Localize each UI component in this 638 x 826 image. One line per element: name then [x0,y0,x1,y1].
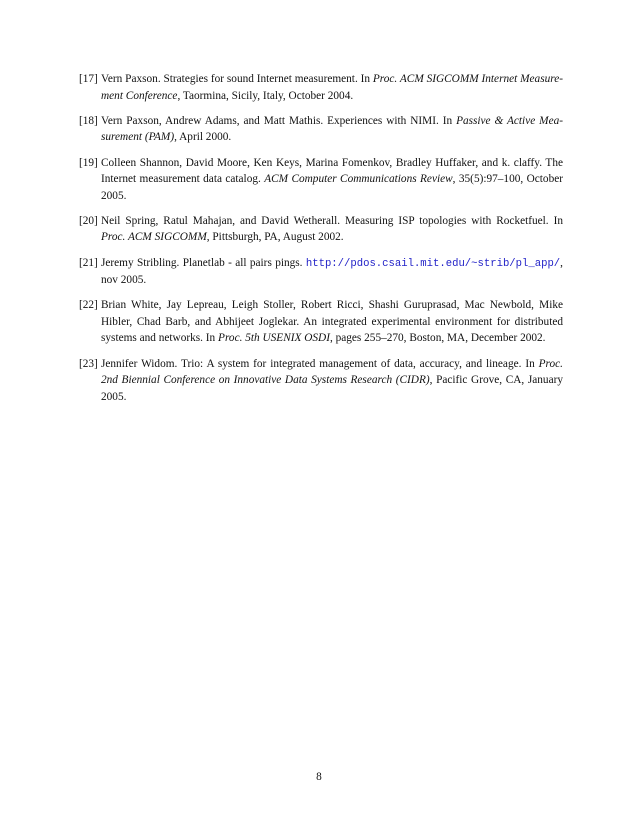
reference-authors-title: Vern Paxson, Andrew Adams, and Matt Mathis. Experiences with NIMI. In [101,114,457,127]
reference-venue: Proc. ACM SIGCOMM Internet Measure-ment Conference [101,73,563,102]
reference-22 [79,297,563,347]
reference-authors-title: Jennifer Widom. Trio: A system for integrated management of data, accuracy, and lineage. In [101,357,539,370]
reference-venue: Proc. 5th USENIX OSDI [218,332,330,345]
reference-label: [19] [79,156,98,169]
reference-label: [23] [79,357,98,370]
reference-21 [79,255,563,289]
reference-authors-title: Neil Spring, Ratul Mahajan, and David Wetherall. Measuring ISP topologies with Rocketfuel. In [101,214,563,227]
reference-details: , nov 2005. [101,256,563,287]
reference-venue: Passive & Active Mea-surement (PAM) [101,114,563,144]
reference-label: [22] [79,299,98,312]
reference-authors-title: Brian White, Jay Lepreau, Leigh Stoller, Robert Ricci, Shashi Guruprasad, Mac Newbold, Mike Hibler, Chad Barb, and Abhijeet Joglekar. An integrated experimental environment for distributed systems and networks. In [101,299,563,345]
page-number: 8 [316,771,322,783]
reference-details: , Pacific Grove, CA, January 2005. [101,374,563,403]
reference-19 [79,155,563,205]
reference-details: , Pittsburgh, PA, August 2002. [206,231,344,244]
reference-label: [17] [79,73,98,85]
reference-23 [79,356,563,406]
reference-venue: Proc. 2nd Biennial Conference on Innovative Data Systems Research (CIDR) [101,357,563,387]
reference-details: , Taormina, Sicily, Italy, October 2004. [177,89,354,102]
reference-18 [79,113,563,146]
reference-venue: ACM Computer Communications Review [264,173,453,186]
reference-authors-title: Vern Paxson. Strategies for sound Internet measurement. In [101,73,373,85]
reference-venue: Proc. ACM SIGCOMM [101,231,207,244]
reference-17 [79,71,563,104]
reference-list [79,71,563,414]
reference-details: , 35(5):97–100, October 2005. [101,173,563,202]
reference-details: , pages 255–270, Boston, MA, December 2002. [329,332,546,345]
reference-details: , April 2000. [174,131,232,144]
reference-url-link[interactable]: http://pdos.csail.mit.edu/~strib/pl_app/ [305,257,561,270]
reference-label: [21] [79,256,98,269]
reference-authors-title: Jeremy Stribling. Planetlab - all pairs pings. [101,256,306,269]
reference-authors-title: Colleen Shannon, David Moore, Ken Keys, Marina Fomenkov, Bradley Huffaker, and k. claffy. The Internet measurement data catalog. [101,156,563,186]
reference-20 [79,213,563,246]
reference-label: [18] [79,114,98,127]
reference-label: [20] [79,214,98,227]
